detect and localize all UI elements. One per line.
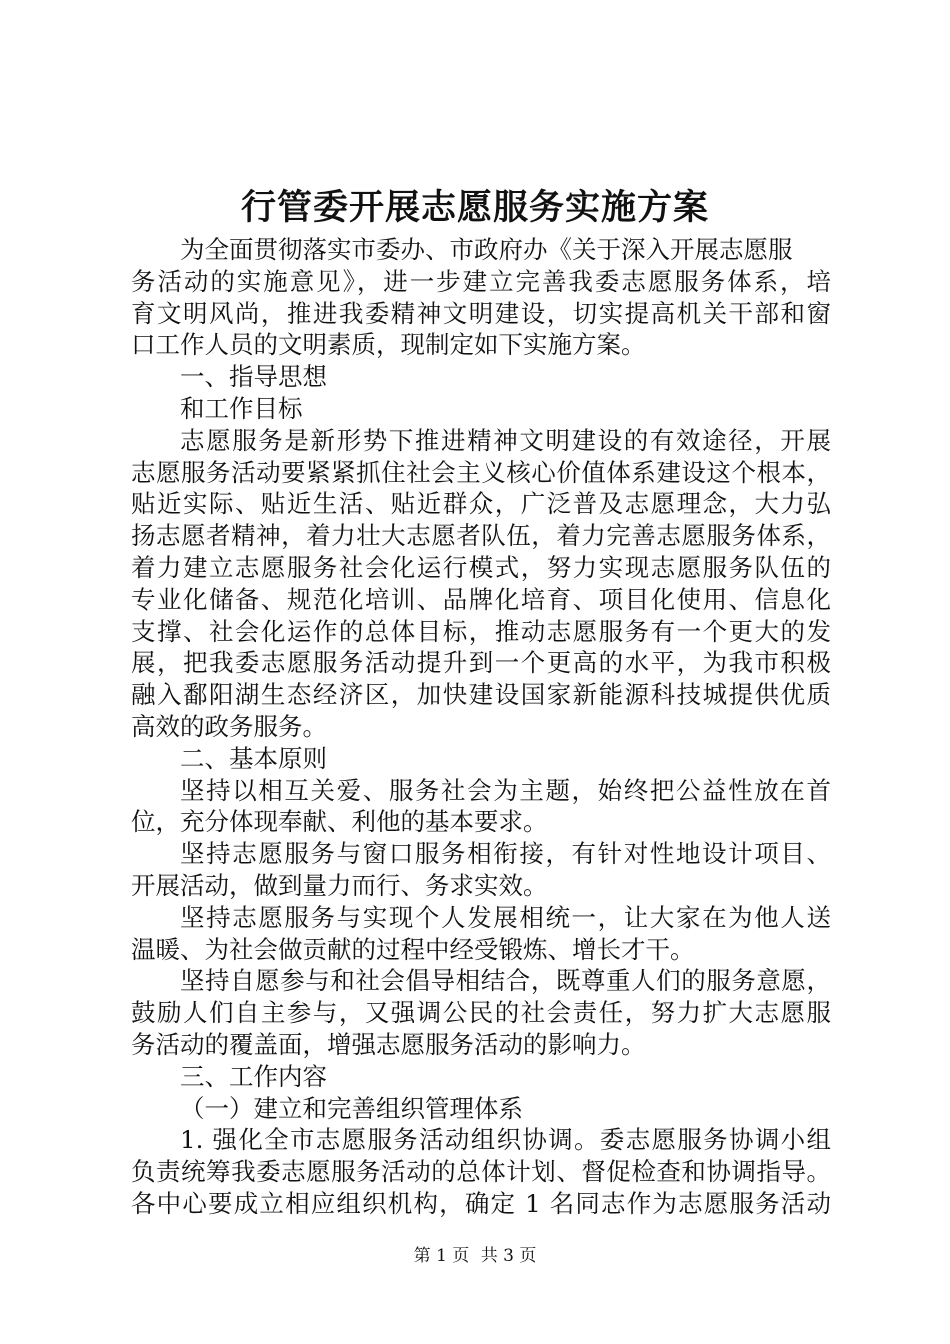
text-line: 开展活动，做到量力而行、务求实效。 <box>131 870 548 900</box>
text-line: 志愿服务活动要紧紧抓住社会主义核心价值体系建设这个根本， <box>131 457 831 487</box>
text-line: 扬志愿者精神，着力壮大志愿者队伍，着力完善志愿服务体系， <box>131 521 831 551</box>
text-line: 高效的政务服务。 <box>131 711 327 741</box>
text-line: 鼓励人们自主参与，又强调公民的社会责任，努力扩大志愿服 <box>131 998 831 1028</box>
text-line: 专业化储备、规范化培训、品牌化培育、项目化使用、信息化 <box>131 584 831 614</box>
text-line: 务活动的实施意见》，进一步建立完善我委志愿服务体系，培 <box>131 266 831 296</box>
text-line: 志愿服务是新形势下推进精神文明建设的有效途径，开展 <box>180 425 831 455</box>
text-line: 育文明风尚，推进我委精神文明建设，切实提高机关干部和窗 <box>131 298 831 328</box>
text-line: 坚持志愿服务与窗口服务相衔接，有针对性地设计项目、 <box>180 839 831 869</box>
text-line: 融入鄱阳湖生态经济区，加快建设国家新能源科技城提供优质 <box>131 680 831 710</box>
text-line: 为全面贯彻落实市委办、市政府办《关于深入开展志愿服 <box>180 235 793 264</box>
text-line: 负责统筹我委志愿服务活动的总体计划、督促检查和协调指导。 <box>131 1157 831 1187</box>
page-total: 共 3 页 <box>480 1246 537 1266</box>
page-footer <box>0 1244 950 1268</box>
section-heading: 三、工作内容 <box>180 1061 327 1091</box>
text-line: 各中心要成立相应组织机构，确定 1 名同志作为志愿服务活动 <box>131 1188 831 1218</box>
document-body <box>131 234 831 1220</box>
document-title: 行管委开展志愿服务实施方案 <box>240 187 709 228</box>
text-line: 口工作人员的文明素质，现制定如下实施方案。 <box>131 330 646 360</box>
text-line: 展，把我委志愿服务活动提升到一个更高的水平，为我市积极 <box>131 648 831 678</box>
text-line: 坚持以相互关爱、服务社会为主题，始终把公益性放在首 <box>180 775 831 805</box>
section-heading: 和工作目标 <box>180 393 303 423</box>
text-line: 支撑、社会化运作的总体目标，推动志愿服务有一个更大的发 <box>131 616 831 646</box>
text-line: 着力建立志愿服务社会化运行模式，努力实现志愿服务队伍的 <box>131 552 831 582</box>
text-line: 坚持志愿服务与实现个人发展相统一，让大家在为他人送 <box>180 902 831 932</box>
section-heading: 二、基本原则 <box>180 743 327 773</box>
text-line: 贴近实际、贴近生活、贴近群众，广泛普及志愿理念，大力弘 <box>131 489 831 519</box>
section-heading: 一、指导思想 <box>180 362 327 392</box>
text-line: 1. 强化全市志愿服务活动组织协调。委志愿服务协调小组 <box>180 1125 831 1155</box>
text-line: 务活动的覆盖面，增强志愿服务活动的影响力。 <box>131 1029 646 1059</box>
page-number: 第 1 页 <box>413 1246 470 1266</box>
text-line: 位，充分体现奉献、利他的基本要求。 <box>131 807 548 837</box>
text-line: 温暖、为社会做贡献的过程中经受锻炼、增长才干。 <box>131 934 695 964</box>
subsection-heading: （一）建立和完善组织管理体系 <box>180 1093 523 1123</box>
text-line: 坚持自愿参与和社会倡导相结合，既尊重人们的服务意愿， <box>180 966 831 996</box>
